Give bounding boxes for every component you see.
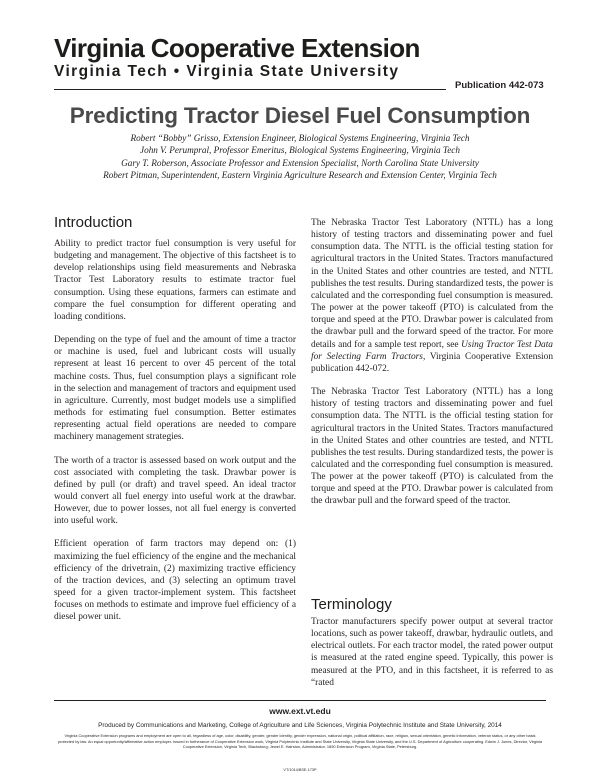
author-line: John V. Perumpral, Professor Emeritus, Biological Systems Engineering, Virginia Tech bbox=[140, 145, 460, 156]
nttl-paragraph-2: The Nebraska Tractor Test Laboratory (NTTL) has a long history of testing tractors and disseminating power and fuel consumption data. The NTTL is the official testing station for agricultural tractors in the United States. Tractors manufactured in the United States and other countries are tested, and NTTL publishes the test results. During standardized tests, the power is calculated and the corresponding fuel consumption is measured. The power at the power takeoff (PTO) is calculated from the torque and speed at the PTO. Drawbar power is calculated from the drawbar pull and the forward speed of the tractor. bbox=[311, 387, 553, 507]
publication-number: Publication 442-073 bbox=[455, 80, 544, 91]
terminology-heading: Terminology bbox=[311, 596, 392, 613]
produced-by: Produced by Communications and Marketing, College of Agriculture and Life Sciences, Virginia Polytechnic Institute and State University, 2014 bbox=[98, 722, 502, 729]
intro-paragraph: Efficient operation of farm tractors may depend on: (1) maximizing the fuel efficiency of the engine and the mechanical efficiency of the drivetrain, (2) maximizing tractive efficiency of the traction devices, and (3) selecting an optimum travel speed for a given tractor-implement system. This factsheet focuses on methods to estimate and improve fuel efficiency of a diesel power unit. bbox=[54, 539, 296, 623]
author-line: Robert Pitman, Superintendent, Eastern Virginia Agriculture Research and Extension Center, Virginia Tech bbox=[103, 170, 497, 181]
author-list bbox=[0, 132, 600, 182]
nttl-text: The Nebraska Tractor Test Laboratory (NTTL) has a long history of testing tractors and disseminating power and fuel consumption data. The NTTL is the official testing station for agricultural tractors in the United States. Tractors manufactured in the United States and other countries are tested, and NTTL publishes the test results. During standardized tests, the power is calculated and the corresponding fuel consumption is measured. The power at the power takeoff (PTO) is calculated from the torque and speed at the PTO. Drawbar power is calculated from the drawbar pull and the forward speed of the tractor. For more details and for a sample test report, see bbox=[311, 218, 553, 350]
org-name: Virginia Cooperative Extension bbox=[54, 33, 420, 63]
introduction-heading: Introduction bbox=[54, 214, 133, 231]
terminology-section bbox=[311, 616, 553, 700]
nttl-paragraph bbox=[311, 217, 553, 375]
header-rule bbox=[54, 89, 446, 90]
vce-logo bbox=[54, 34, 420, 81]
org-sub: Virginia Tech • Virginia State University bbox=[54, 63, 400, 80]
footer-rule bbox=[54, 700, 546, 701]
intro-paragraph: Ability to predict tractor fuel consumption is very useful for budgeting and management. The objective of this factsheet is to develop relationships using field measurements and Nebraska Tractor Test Laboratory results to estimate tractor fuel consumption. Using these equations, farmers can estimate and compare the fuel consumption for different operating and loading conditions. bbox=[54, 239, 296, 322]
terminology-paragraph: Tractor manufacturers specify power output at several tractor locations, such as power takeoff, drawbar, hydraulic outlets, and electrical outlets. For each tractor model, the rated power output is measured at the rated engine speed. Typically, this power is measured at the PTO, and in this factsheet, it is referred to as “rated bbox=[311, 617, 553, 688]
author-line: Robert “Bobby” Grisso, Extension Engineer, Biological Systems Engineering, Virginia Tech bbox=[130, 133, 470, 143]
author-line: Gary T. Roberson, Associate Professor and Extension Specialist, North Carolina State University bbox=[121, 157, 479, 168]
publication-code: VT/1014/BSE-173P bbox=[283, 768, 317, 772]
intro-paragraph: The worth of a tractor is assessed based on work output and the cost associated with completing the task. Drawbar power is defined by pull (or draft) and travel speed. An ideal tractor would convert all fuel energy into useful work at the drawbar. However, due to power losses, not all fuel energy is converted into useful work. bbox=[54, 455, 296, 527]
equal-opportunity-statement: Virginia Cooperative Extension programs and employment are open to all, regardless of age, color, disability, gender, gender identity, gender expression, national origin, political affiliation, race, religion, sexual orientation, genetic information, veteran status, or any other basis protected by law. An equal opportunity/affirmative action employer. Issued in furtherance of Cooperative Extension work, Virginia Polytechnic Institute and State University, Virginia State University, and the U.S. Department of Agriculture cooperating. Edwin J. Jones, Director, Virginia Cooperative Extension, Virginia Tech, Blacksburg; Jewel E. Hairston, Administrator, 1890 Extension Program, Virginia State, Petersburg. bbox=[57, 733, 543, 750]
page-title: Predicting Tractor Diesel Fuel Consumption bbox=[69, 103, 531, 128]
right-column bbox=[311, 217, 553, 519]
nttl-text-end: , Virginia Cooperative Extension publication 442-072. bbox=[311, 351, 554, 374]
reference-link[interactable]: Using Tractor Test Data for Selecting Farm Tractors bbox=[311, 339, 553, 362]
left-column bbox=[54, 238, 296, 635]
footer-url[interactable]: www.ext.vt.edu bbox=[269, 706, 331, 716]
intro-paragraph: Depending on the type of fuel and the amount of time a tractor or machine is used, fuel and lubricant costs will usually represent at least 16 percent to over 45 percent of the total machine costs. Thus, fuel consumption plays a significant role in the selection and management of tractors and equipment used in agriculture. Currently, most budget models use a simplified methods for estimating fuel consumption. Better estimates representing actual field operations are needed to compare machinery management strategies. bbox=[54, 335, 296, 443]
